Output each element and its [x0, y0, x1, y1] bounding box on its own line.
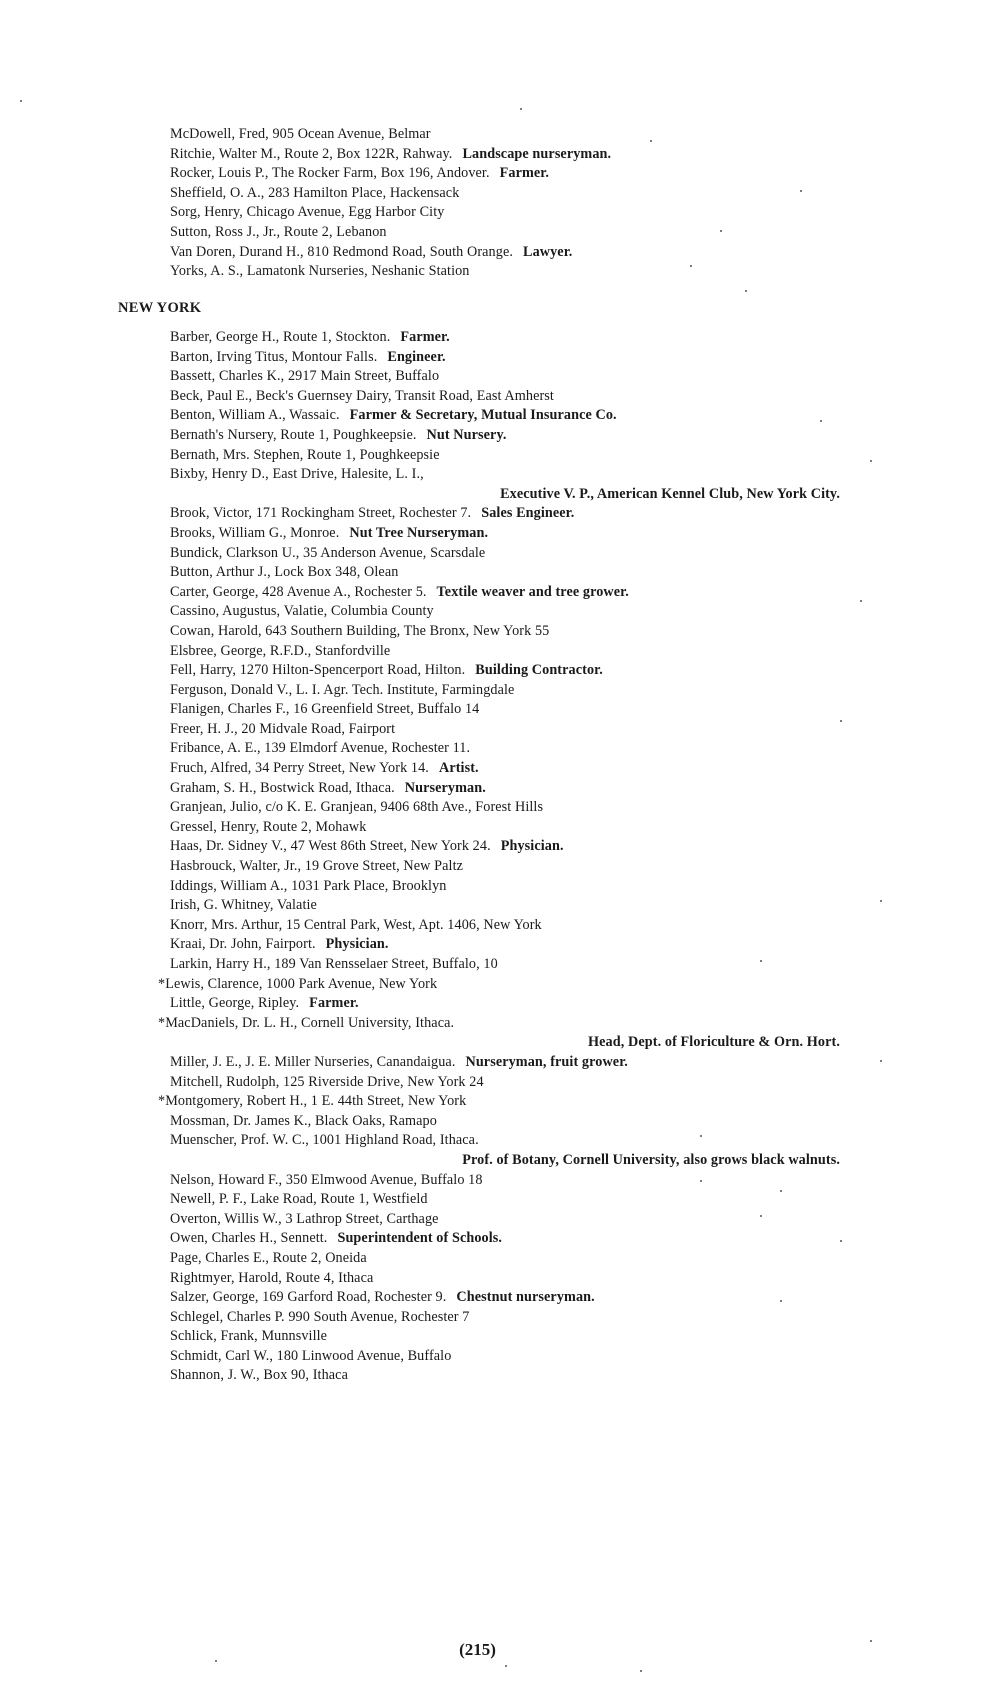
- entry-occupation: Artist.: [438, 760, 479, 777]
- entry-occupation: Nurseryman.: [404, 779, 486, 796]
- scan-speck: [780, 1300, 782, 1302]
- entry-name-address: Schmidt, Carl W., 180 Linwood Avenue, Buffalo: [170, 1347, 452, 1364]
- directory-entry: [170, 583, 970, 603]
- directory-entry: [170, 994, 970, 1014]
- directory-entry: [170, 465, 970, 485]
- scan-speck: [860, 600, 862, 602]
- entry-name-address: Mossman, Dr. James K., Black Oaks, Ramapo: [170, 1112, 437, 1129]
- directory-entry: [158, 975, 970, 995]
- directory-entry: [170, 563, 970, 583]
- directory-entry: [170, 145, 970, 165]
- directory-entry: [170, 1327, 970, 1347]
- scan-speck: [870, 1640, 872, 1642]
- directory-entry: [170, 243, 970, 263]
- directory-entry: [170, 524, 970, 544]
- directory-entry: [170, 1053, 970, 1073]
- entry-name-address: Owen, Charles H., Sennett.: [170, 1230, 328, 1247]
- scan-speck: [880, 900, 882, 902]
- scan-speck: [505, 1665, 507, 1667]
- directory-entry: [170, 367, 970, 387]
- entry-name-address: Benton, William A., Wassaic.: [170, 407, 340, 424]
- entry-name-address: Mitchell, Rudolph, 125 Riverside Drive, New York 24: [170, 1073, 484, 1090]
- entry-occupation: Executive V. P., American Kennel Club, New York City.: [500, 485, 840, 502]
- entry-name-address: *Montgomery, Robert H., 1 E. 44th Street, New York: [158, 1093, 467, 1110]
- directory-entry: [170, 262, 970, 282]
- entry-name-address: Cassino, Augustus, Valatie, Columbia County: [170, 603, 434, 620]
- directory-entry: [170, 406, 970, 426]
- entry-name-address: Schlegel, Charles P. 990 South Avenue, Rochester 7: [170, 1308, 470, 1325]
- directory-entry: [158, 1092, 970, 1112]
- directory-entry: [170, 916, 970, 936]
- directory-entry: [170, 1288, 970, 1308]
- entry-occupation: Physician.: [325, 936, 389, 953]
- directory-entry: [170, 779, 970, 799]
- directory-entry: [170, 328, 970, 348]
- directory-entry: [170, 700, 970, 720]
- entry-name-address: Page, Charles E., Route 2, Oneida: [170, 1249, 367, 1266]
- entry-name-address: Button, Arthur J., Lock Box 348, Olean: [170, 564, 399, 581]
- entry-name-address: Shannon, J. W., Box 90, Ithaca: [170, 1367, 348, 1384]
- entry-name-address: Flanigen, Charles F., 16 Greenfield Street, Buffalo 14: [170, 701, 480, 718]
- entry-name-address: Bixby, Henry D., East Drive, Halesite, L. I.,: [170, 466, 424, 483]
- entry-continuation: [170, 485, 970, 505]
- entry-name-address: Iddings, William A., 1031 Park Place, Brooklyn: [170, 877, 447, 894]
- scan-speck: [840, 1240, 842, 1242]
- directory-entry: [170, 798, 970, 818]
- entry-occupation: Farmer.: [499, 165, 550, 182]
- directory-entry: [170, 681, 970, 701]
- entry-occupation: Prof. of Botany, Cornell University, also grows black walnuts.: [462, 1151, 840, 1168]
- entry-name-address: Irish, G. Whitney, Valatie: [170, 897, 317, 914]
- entry-name-address: Yorks, A. S., Lamatonk Nurseries, Neshanic Station: [170, 263, 470, 280]
- directory-entry: [170, 348, 970, 368]
- entry-occupation: Landscape nurseryman.: [462, 145, 612, 162]
- directory-entry: [170, 622, 970, 642]
- scan-speck: [840, 720, 842, 722]
- scan-speck: [650, 140, 652, 142]
- directory-entry: [170, 759, 970, 779]
- new-jersey-entries: [170, 125, 970, 282]
- entry-occupation: Superintendent of Schools.: [337, 1230, 503, 1247]
- entry-name-address: Salzer, George, 169 Garford Road, Rochester 9.: [170, 1289, 447, 1306]
- scan-speck: [820, 420, 822, 422]
- entry-name-address: Rightmyer, Harold, Route 4, Ithaca: [170, 1269, 374, 1286]
- directory-entry: [170, 896, 970, 916]
- entry-name-address: Graham, S. H., Bostwick Road, Ithaca.: [170, 779, 395, 796]
- directory-entry: [170, 1269, 970, 1289]
- entry-name-address: Fribance, A. E., 139 Elmdorf Avenue, Rochester 11.: [170, 740, 471, 757]
- entry-name-address: *MacDaniels, Dr. L. H., Cornell University, Ithaca.: [158, 1014, 455, 1031]
- directory-entry: [170, 720, 970, 740]
- directory-entry: [170, 164, 970, 184]
- entry-name-address: Barton, Irving Titus, Montour Falls.: [170, 348, 378, 365]
- entry-name-address: Rocker, Louis P., The Rocker Farm, Box 196, Andover.: [170, 165, 490, 182]
- entry-name-address: Carter, George, 428 Avenue A., Rochester 5.: [170, 583, 427, 600]
- entry-name-address: Barber, George H., Route 1, Stockton.: [170, 329, 391, 345]
- directory-entry: [170, 818, 970, 838]
- entry-occupation: Farmer.: [309, 995, 359, 1012]
- entry-occupation: Nut Tree Nurseryman.: [349, 524, 489, 541]
- entry-name-address: Haas, Dr. Sidney V., 47 West 86th Street, New York 24.: [170, 838, 491, 855]
- entry-name-address: Little, George, Ripley.: [170, 995, 300, 1012]
- entry-continuation: [170, 1033, 970, 1053]
- directory-entry: [170, 203, 970, 223]
- entry-name-address: Bernath, Mrs. Stephen, Route 1, Poughkeepsie: [170, 446, 440, 463]
- directory-entry: [170, 642, 970, 662]
- entry-name-address: Sutton, Ross J., Jr., Route 2, Lebanon: [170, 223, 387, 240]
- entry-name-address: Gressel, Henry, Route 2, Mohawk: [170, 818, 367, 835]
- entry-name-address: Hasbrouck, Walter, Jr., 19 Grove Street, New Paltz: [170, 858, 464, 875]
- entry-continuation: [170, 1151, 970, 1171]
- entry-occupation: Nurseryman, fruit grower.: [465, 1053, 628, 1070]
- entry-name-address: Bundick, Clarkson U., 35 Anderson Avenue, Scarsdale: [170, 544, 486, 561]
- entry-name-address: Knorr, Mrs. Arthur, 15 Central Park, West, Apt. 1406, New York: [170, 916, 542, 933]
- directory-entry: [170, 935, 970, 955]
- scan-speck: [700, 1180, 702, 1182]
- new-york-entries: [158, 328, 970, 1386]
- entry-name-address: Bernath's Nursery, Route 1, Poughkeepsie.: [170, 426, 417, 443]
- entry-name-address: Freer, H. J., 20 Midvale Road, Fairport: [170, 720, 396, 737]
- page-number: (215): [459, 1640, 496, 1659]
- directory-entry: [170, 1366, 970, 1386]
- directory-entry: [170, 387, 970, 407]
- scan-speck: [760, 1215, 762, 1217]
- entry-occupation: Engineer.: [387, 348, 446, 365]
- entry-name-address: Elsbree, George, R.F.D., Stanfordville: [170, 642, 391, 659]
- entry-occupation: Head, Dept. of Floriculture & Orn. Hort.: [588, 1034, 840, 1051]
- directory-entry: [170, 426, 970, 446]
- directory-entry: [170, 1308, 970, 1328]
- entry-name-address: Ferguson, Donald V., L. I. Agr. Tech. Institute, Farmingdale: [170, 681, 515, 698]
- entry-occupation: Building Contractor.: [475, 662, 603, 679]
- directory-entry: [170, 661, 970, 681]
- entry-name-address: Sorg, Henry, Chicago Avenue, Egg Harbor City: [170, 204, 445, 221]
- entry-occupation: Farmer.: [400, 329, 450, 345]
- directory-entry: [170, 739, 970, 759]
- entry-name-address: Beck, Paul E., Beck's Guernsey Dairy, Transit Road, East Amherst: [170, 387, 554, 404]
- scan-speck: [720, 230, 722, 232]
- entry-name-address: Bassett, Charles K., 2917 Main Street, Buffalo: [170, 368, 440, 385]
- directory-entry: [170, 837, 970, 857]
- scan-speck: [700, 1135, 702, 1137]
- directory-entry: [170, 602, 970, 622]
- directory-entry: [170, 125, 970, 145]
- entry-name-address: Overton, Willis W., 3 Lathrop Street, Carthage: [170, 1210, 439, 1227]
- directory-entry: [170, 1210, 970, 1230]
- scan-speck: [20, 100, 22, 102]
- entry-name-address: Schlick, Frank, Munnsville: [170, 1328, 328, 1345]
- entry-occupation: Sales Engineer.: [481, 505, 575, 522]
- directory-entry: [170, 184, 970, 204]
- directory-entry: [170, 1112, 970, 1132]
- entry-name-address: Fell, Harry, 1270 Hilton-Spencerport Road, Hilton.: [170, 662, 466, 679]
- entry-occupation: Farmer & Secretary, Mutual Insurance Co.: [349, 407, 617, 424]
- entry-name-address: Brooks, William G., Monroe.: [170, 524, 340, 541]
- entry-name-address: *Lewis, Clarence, 1000 Park Avenue, New York: [158, 975, 438, 992]
- entry-name-address: Sheffield, O. A., 283 Hamilton Place, Hackensack: [170, 184, 460, 201]
- scan-speck: [520, 108, 522, 110]
- directory-entry: [170, 1249, 970, 1269]
- directory-entry: [170, 857, 970, 877]
- scan-speck: [800, 190, 802, 192]
- scan-speck: [780, 1190, 782, 1192]
- directory-entry: [170, 1347, 970, 1367]
- entry-name-address: Ritchie, Walter M., Route 2, Box 122R, Rahway.: [170, 145, 453, 162]
- entry-occupation: Nut Nursery.: [426, 426, 507, 443]
- entry-name-address: Kraai, Dr. John, Fairport.: [170, 936, 316, 953]
- entry-name-address: Van Doren, Durand H., 810 Redmond Road, South Orange.: [170, 243, 513, 260]
- directory-entry: [170, 955, 970, 975]
- entry-name-address: Fruch, Alfred, 34 Perry Street, New York 14.: [170, 760, 429, 777]
- section-heading-new-york: NEW YORK: [118, 300, 202, 316]
- scan-speck: [880, 1060, 882, 1062]
- directory-entry: [170, 1190, 970, 1210]
- scan-speck: [690, 265, 692, 267]
- entry-name-address: Miller, J. E., J. E. Miller Nurseries, Canandaigua.: [170, 1053, 456, 1070]
- directory-entry: [170, 446, 970, 466]
- entry-name-address: McDowell, Fred, 905 Ocean Avenue, Belmar: [170, 126, 431, 142]
- directory-entry: [170, 223, 970, 243]
- entry-name-address: Muenscher, Prof. W. C., 1001 Highland Road, Ithaca.: [170, 1132, 479, 1149]
- directory-entry: [170, 544, 970, 564]
- entry-occupation: Chestnut nurseryman.: [456, 1289, 595, 1306]
- entry-occupation: Physician.: [500, 838, 564, 855]
- entry-name-address: Nelson, Howard F., 350 Elmwood Avenue, Buffalo 18: [170, 1171, 483, 1188]
- directory-entry: [170, 1229, 970, 1249]
- directory-entry: [170, 877, 970, 897]
- scan-speck: [640, 1670, 642, 1672]
- directory-entry: [170, 504, 970, 524]
- directory-entry: [170, 1073, 970, 1093]
- scan-speck: [215, 1660, 217, 1662]
- entry-name-address: Brook, Victor, 171 Rockingham Street, Rochester 7.: [170, 505, 472, 522]
- entry-occupation: Lawyer.: [523, 243, 573, 260]
- directory-entry: [170, 1131, 970, 1151]
- scan-speck: [870, 460, 872, 462]
- entry-name-address: Granjean, Julio, c/o K. E. Granjean, 9406 68th Ave., Forest Hills: [170, 799, 544, 816]
- directory-entry: [170, 1171, 970, 1191]
- entry-name-address: Cowan, Harold, 643 Southern Building, The Bronx, New York 55: [170, 622, 550, 639]
- scan-speck: [760, 960, 762, 962]
- entry-occupation: Textile weaver and tree grower.: [436, 583, 629, 600]
- scan-speck: [745, 290, 747, 292]
- entry-name-address: Larkin, Harry H., 189 Van Rensselaer Street, Buffalo, 10: [170, 956, 498, 972]
- directory-entry: [158, 1014, 970, 1034]
- entry-name-address: Newell, P. F., Lake Road, Route 1, Westfield: [170, 1191, 428, 1208]
